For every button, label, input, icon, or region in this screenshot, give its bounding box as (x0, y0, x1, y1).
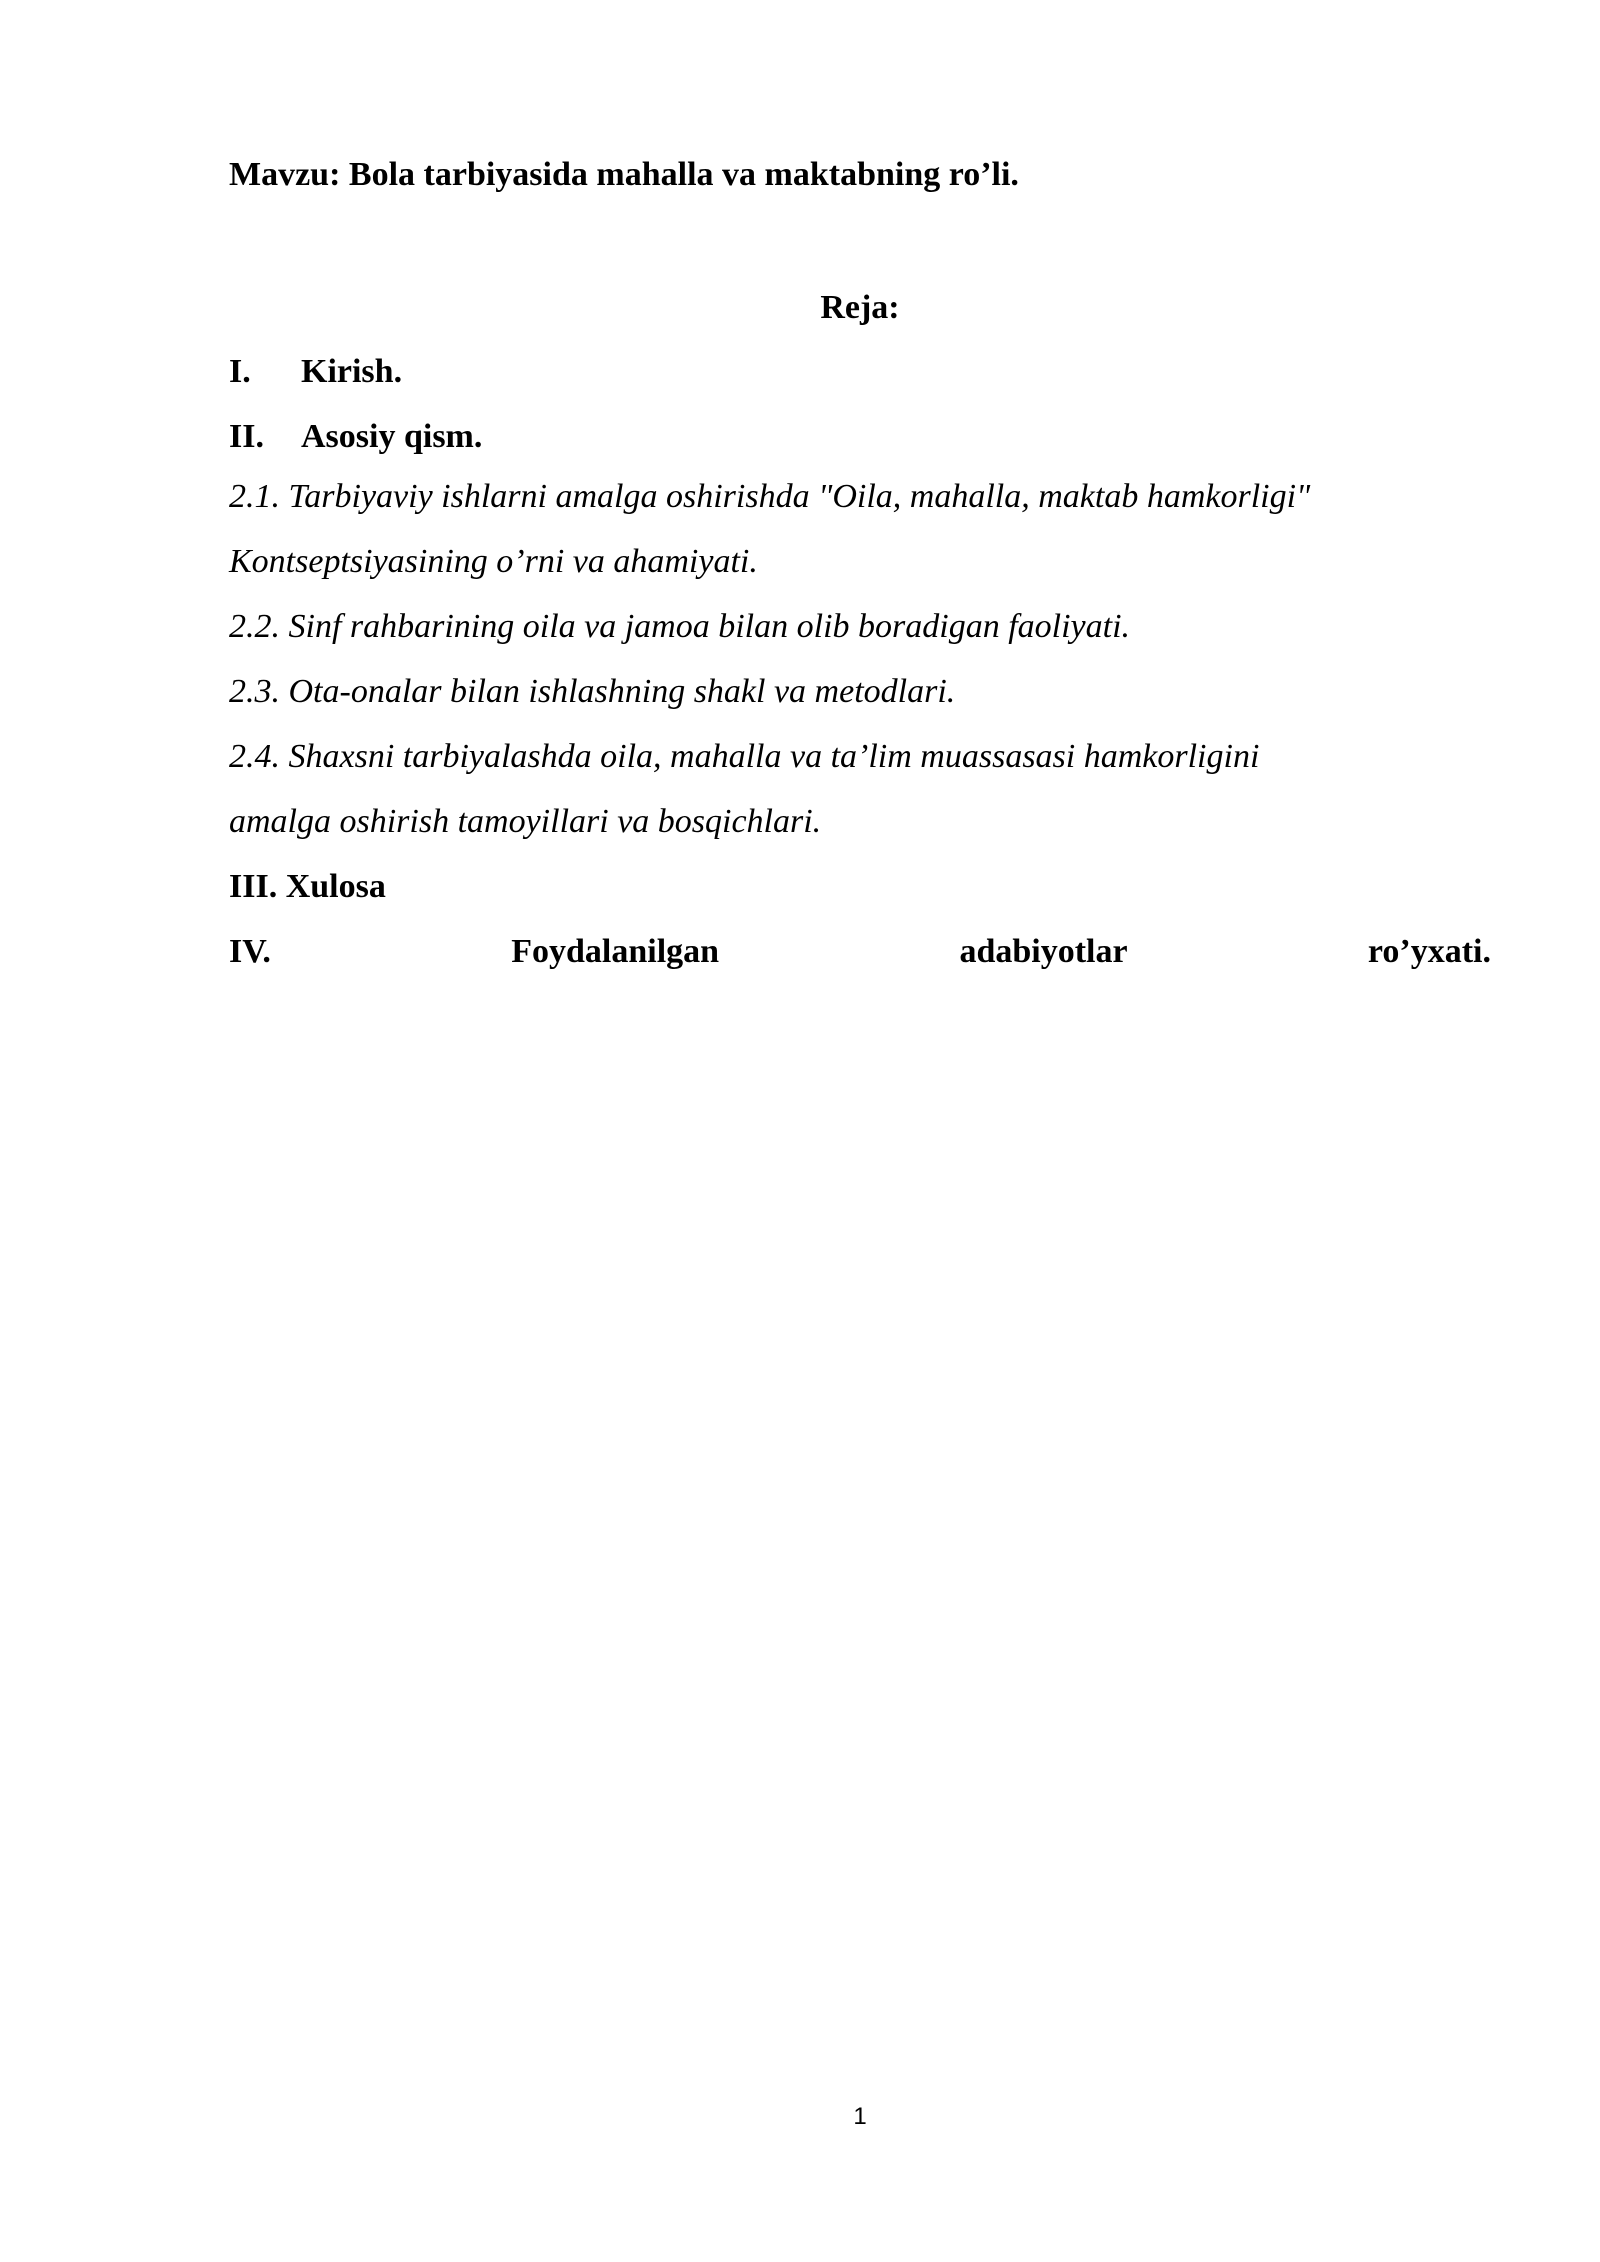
plan-item-label: Kirish. (301, 353, 403, 390)
page-number: 1 (853, 2103, 867, 2130)
subitem-2-4-line-1: 2.4. Shaxsni tarbiyalashda oila, mahalla va ta’lim muassasasi hamkorligini (229, 738, 1260, 775)
references-word-1: Foydalanilgan (511, 933, 720, 970)
plan-item-main-part (229, 417, 482, 457)
plan-heading: Reja: (820, 289, 900, 326)
plan-item-conclusion: III. Xulosa (229, 868, 386, 905)
plan-item-number: II. (229, 418, 264, 455)
plan-item-label: Asosiy qism. (301, 418, 483, 455)
plan-item-references (229, 932, 1491, 972)
plan-item-number: I. (229, 353, 251, 390)
references-word-3: ro’yxati. (1367, 933, 1491, 970)
references-number: IV. (229, 933, 271, 970)
references-word-2: adabiyotlar (959, 933, 1128, 970)
subitem-2-2: 2.2. Sinf rahbarining oila va jamoa bilan olib boradigan faoliyati. (229, 608, 1131, 645)
document-title: Mavzu: Bola tarbiyasida mahalla va maktabning ro’li. (229, 156, 1019, 193)
subitem-2-4-line-2: amalga oshirish tamoyillari va bosqichlari. (229, 803, 822, 840)
subitem-2-1-line-1: 2.1. Tarbiyaviy ishlarni amalga oshirishda "Oila, mahalla, maktab hamkorligi" (229, 478, 1311, 515)
subitem-2-1-line-2: Kontseptsiyasining o’rni va ahamiyati. (229, 543, 758, 580)
plan-item-introduction (229, 352, 402, 392)
subitem-2-3: 2.3. Ota-onalar bilan ishlashning shakl va metodlari. (229, 673, 956, 710)
